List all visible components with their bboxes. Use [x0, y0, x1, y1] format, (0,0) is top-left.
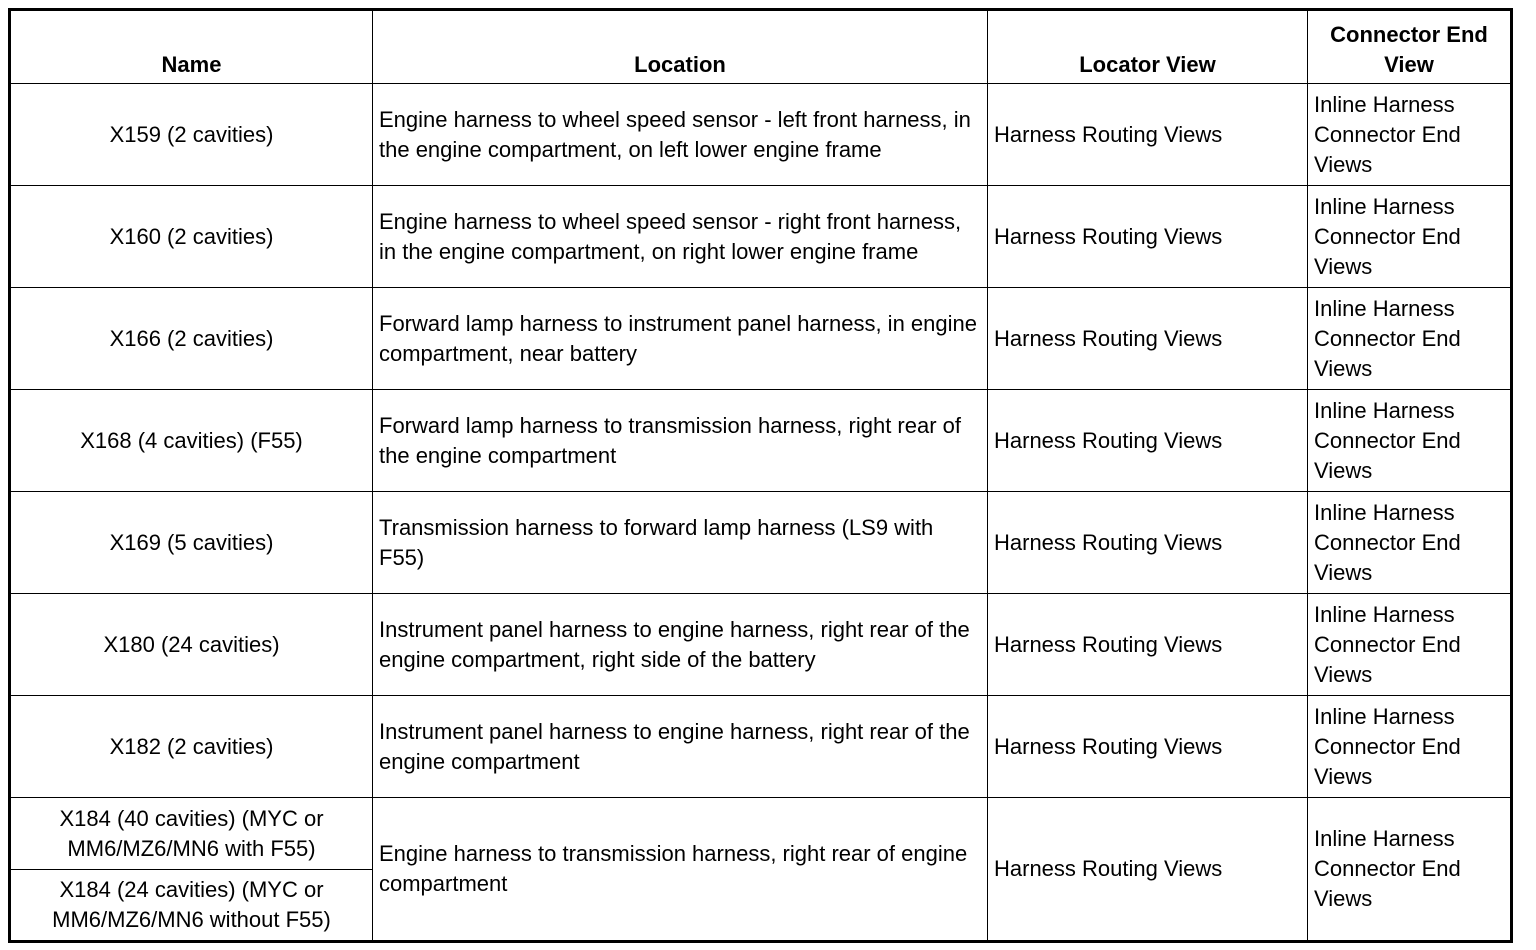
cell-location: Transmission harness to forward lamp harness (LS9 with F55): [373, 492, 988, 594]
cell-locator-view: Harness Routing Views: [988, 594, 1308, 696]
header-location: Location: [373, 10, 988, 84]
table-row: [10, 594, 1512, 696]
table-row: [10, 186, 1512, 288]
cell-connector-end-view-merged: Inline Harness Connector End Views: [1308, 798, 1512, 942]
cell-location-merged: Engine harness to transmission harness, right rear of engine compartment: [373, 798, 988, 942]
table-row-merged: [10, 798, 1512, 870]
table-row: [10, 84, 1512, 186]
cell-name: X182 (2 cavities): [10, 696, 373, 798]
cell-locator-view: Harness Routing Views: [988, 186, 1308, 288]
cell-name: X159 (2 cavities): [10, 84, 373, 186]
cell-connector-end-view: Inline Harness Connector End Views: [1308, 696, 1512, 798]
cell-locator-view: Harness Routing Views: [988, 492, 1308, 594]
header-locator-view: Locator View: [988, 10, 1308, 84]
cell-location: Instrument panel harness to engine harness, right rear of the engine compartment: [373, 696, 988, 798]
cell-locator-view: Harness Routing Views: [988, 390, 1308, 492]
header-connector-end-view: Connector End View: [1308, 10, 1512, 84]
table-row: [10, 390, 1512, 492]
cell-location: Engine harness to wheel speed sensor - left front harness, in the engine compartment, on left lower engine frame: [373, 84, 988, 186]
cell-locator-view: Harness Routing Views: [988, 696, 1308, 798]
cell-connector-end-view: Inline Harness Connector End Views: [1308, 186, 1512, 288]
cell-connector-end-view: Inline Harness Connector End Views: [1308, 390, 1512, 492]
header-name: Name: [10, 10, 373, 84]
cell-location: Instrument panel harness to engine harness, right rear of the engine compartment, right side of the battery: [373, 594, 988, 696]
cell-connector-end-view: Inline Harness Connector End Views: [1308, 594, 1512, 696]
table-row: [10, 492, 1512, 594]
cell-name-x184-24: X184 (24 cavities) (MYC or MM6/MZ6/MN6 without F55): [10, 870, 373, 942]
cell-locator-view: Harness Routing Views: [988, 84, 1308, 186]
cell-location: Forward lamp harness to instrument panel harness, in engine compartment, near battery: [373, 288, 988, 390]
cell-name: X180 (24 cavities): [10, 594, 373, 696]
table-header-row: [10, 10, 1512, 84]
cell-location: Forward lamp harness to transmission harness, right rear of the engine compartment: [373, 390, 988, 492]
cell-name: X166 (2 cavities): [10, 288, 373, 390]
connector-table: [8, 8, 1513, 943]
cell-name: X169 (5 cavities): [10, 492, 373, 594]
cell-name: X160 (2 cavities): [10, 186, 373, 288]
cell-connector-end-view: Inline Harness Connector End Views: [1308, 492, 1512, 594]
cell-name-x184-40: X184 (40 cavities) (MYC or MM6/MZ6/MN6 with F55): [10, 798, 373, 870]
table-row: [10, 288, 1512, 390]
cell-connector-end-view: Inline Harness Connector End Views: [1308, 288, 1512, 390]
cell-locator-view: Harness Routing Views: [988, 288, 1308, 390]
cell-location: Engine harness to wheel speed sensor - right front harness, in the engine compartment, on right lower engine frame: [373, 186, 988, 288]
cell-connector-end-view: Inline Harness Connector End Views: [1308, 84, 1512, 186]
cell-locator-view-merged: Harness Routing Views: [988, 798, 1308, 942]
cell-name: X168 (4 cavities) (F55): [10, 390, 373, 492]
table-row: [10, 696, 1512, 798]
